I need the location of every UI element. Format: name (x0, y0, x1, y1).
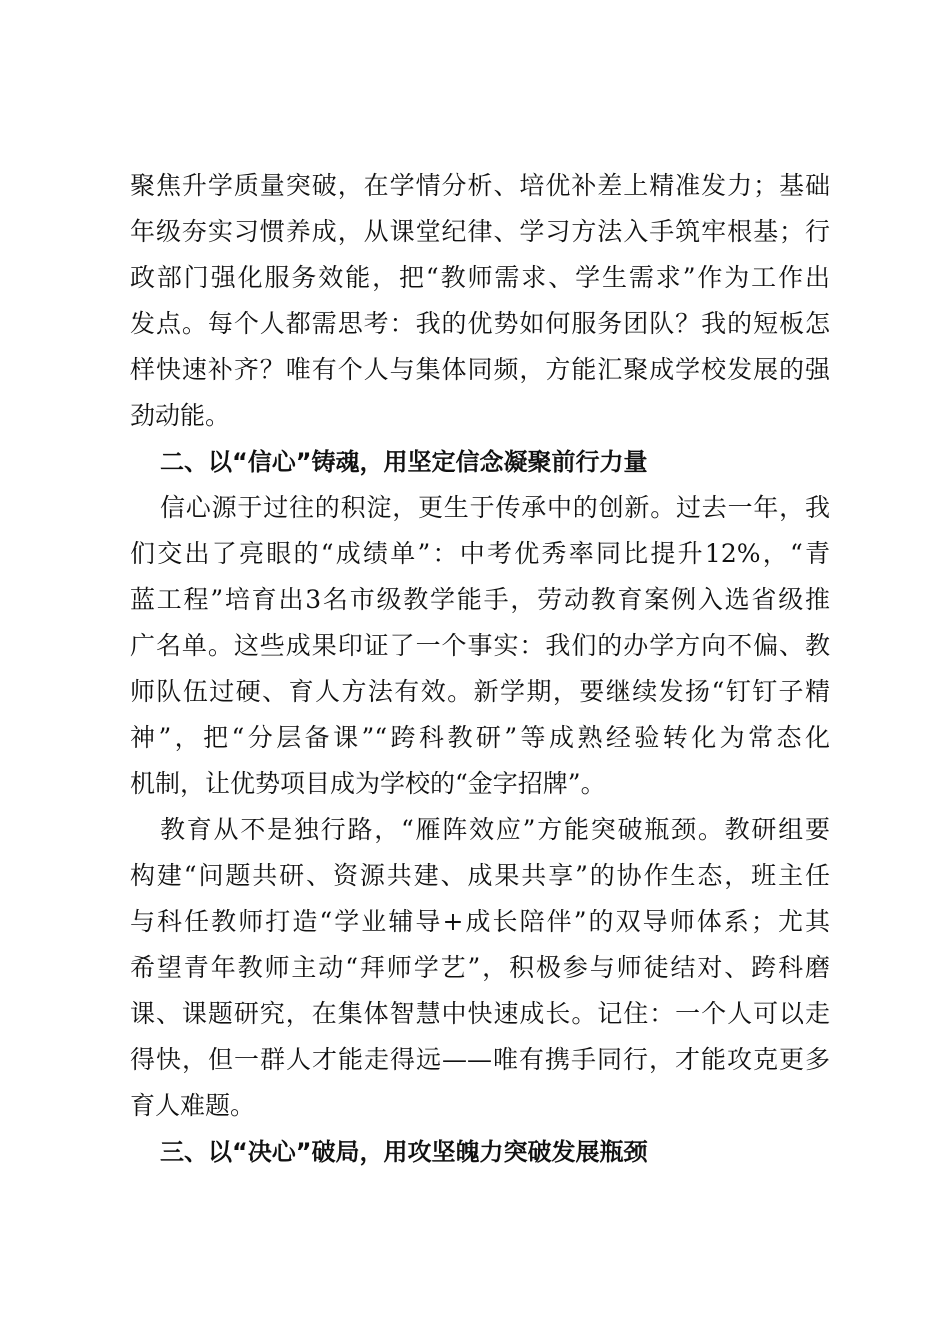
text-line: 政部门强化服务效能，把“教师需求、学生需求”作为工作出 (130, 263, 830, 292)
text-line: 育人难题。 (130, 1091, 256, 1120)
text-line: 与科任教师打造“学业辅导+成长陪伴”的双导师体系；尤其 (130, 907, 830, 936)
paragraph-2 (130, 485, 830, 807)
document-page (130, 163, 830, 1175)
text-line: 希望青年教师主动“拜师学艺”，积极参与师徒结对、跨科磨 (130, 953, 830, 982)
text-line: 教育从不是独行路，“雁阵效应”方能突破瓶颈。教研组要 (160, 815, 830, 844)
text-line: 得快，但一群人才能走得远——唯有携手同行，才能攻克更多 (130, 1045, 830, 1074)
text-line: 发点。每个人都需思考：我的优势如何服务团队？我的短板怎 (130, 309, 830, 338)
text-line: 神”，把“分层备课”“跨科教研”等成熟经验转化为常态化 (130, 723, 830, 752)
text-line: 聚焦升学质量突破，在学情分析、培优补差上精准发力；基础 (130, 171, 830, 200)
text-line: 机制，让优势项目成为学校的“金字招牌”。 (130, 769, 606, 798)
text-line: 广名单。这些成果印证了一个事实：我们的办学方向不偏、教 (130, 631, 830, 660)
text-line: 年级夯实习惯养成，从课堂纪律、学习方法入手筑牢根基；行 (130, 217, 830, 246)
text-line: 劲动能。 (130, 401, 231, 430)
text-line: 课、课题研究，在集体智慧中快速成长。记住：一个人可以走 (130, 999, 830, 1028)
text-line: 们交出了亮眼的“成绩单”：中考优秀率同比提升12%，“青 (130, 539, 830, 568)
text-line: 蓝工程”培育出3名市级教学能手，劳动教育案例入选省级推 (130, 585, 830, 614)
text-line: 师队伍过硬、育人方法有效。新学期，要继续发扬“钉钉子精 (130, 677, 830, 706)
text-line: 样快速补齐？唯有个人与集体同频，方能汇聚成学校发展的强 (130, 355, 830, 384)
section-heading-2: 二、以“信心”铸魂，用坚定信念凝聚前行力量 (160, 448, 648, 476)
paragraph-3 (130, 807, 830, 1129)
section-heading-3: 三、以“决心”破局，用攻坚魄力突破发展瓶颈 (160, 1138, 648, 1166)
text-line: 信心源于过往的积淀，更生于传承中的创新。过去一年，我 (160, 493, 830, 522)
text-line: 构建“问题共研、资源共建、成果共享”的协作生态，班主任 (130, 861, 830, 890)
paragraph-1 (130, 163, 830, 439)
